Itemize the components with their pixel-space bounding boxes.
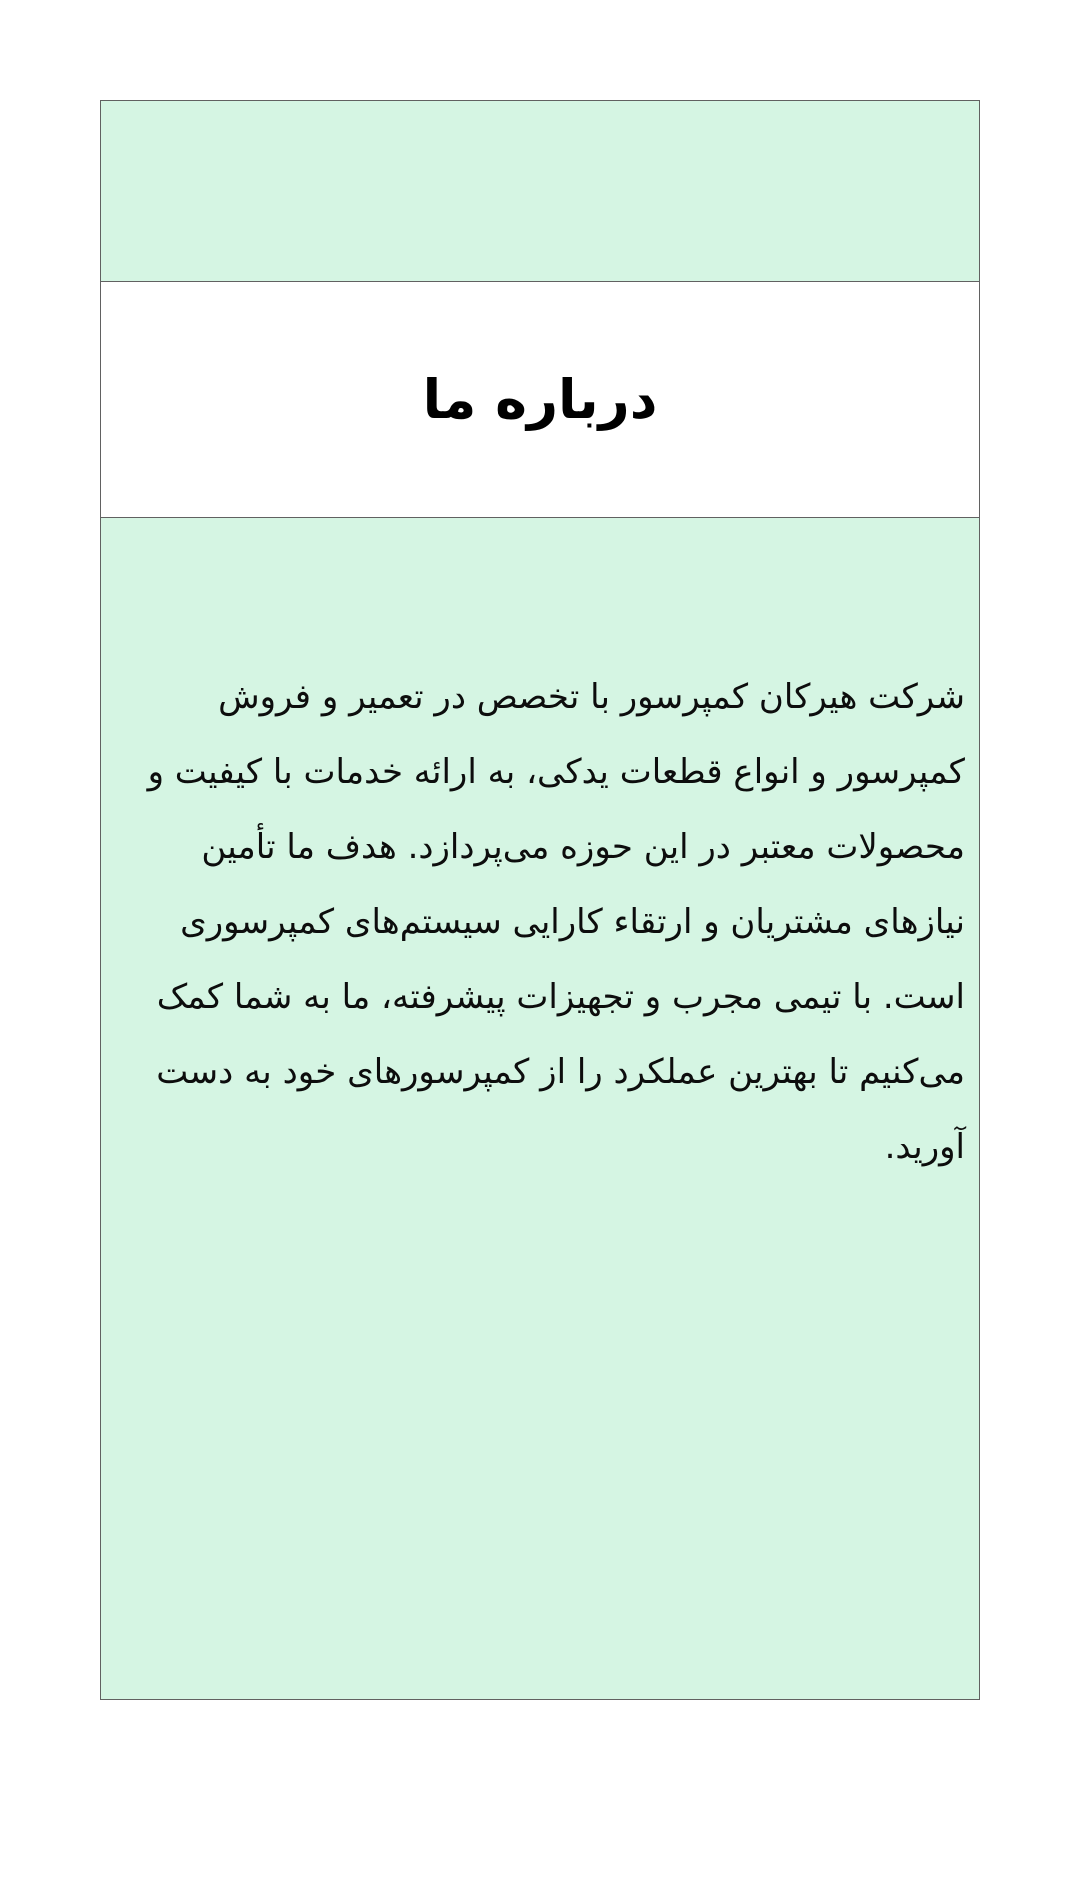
card-header-band — [101, 101, 979, 281]
paragraph-line-6: می‌کنیم تا بهترین عملکرد را از کمپرسورهای خود به دست — [156, 1052, 965, 1092]
paragraph-line-3: محصولات معتبر در این حوزه می‌پردازد. هدف ما تأمین — [201, 827, 965, 867]
about-card — [100, 100, 980, 1700]
title-section — [101, 281, 979, 518]
paragraph-line-7: آورید. — [884, 1127, 965, 1167]
page-title: درباره ما — [422, 368, 658, 431]
paragraph-line-1: شرکت هیرکان کمپرسور با تخصص در تعمیر و فروش — [218, 677, 965, 717]
paragraph-line-4: نیازهای مشتریان و ارتقاء کارایی سیستم‌های کمپرسوری — [180, 902, 965, 942]
about-paragraph — [141, 660, 965, 1185]
about-body-section — [101, 518, 979, 1699]
paragraph-line-2: کمپرسور و انواع قطعات یدکی، به ارائه خدمات با کیفیت و — [147, 752, 965, 792]
paragraph-line-5: است. با تیمی مجرب و تجهیزات پیشرفته، ما به شما کمک — [156, 977, 965, 1017]
